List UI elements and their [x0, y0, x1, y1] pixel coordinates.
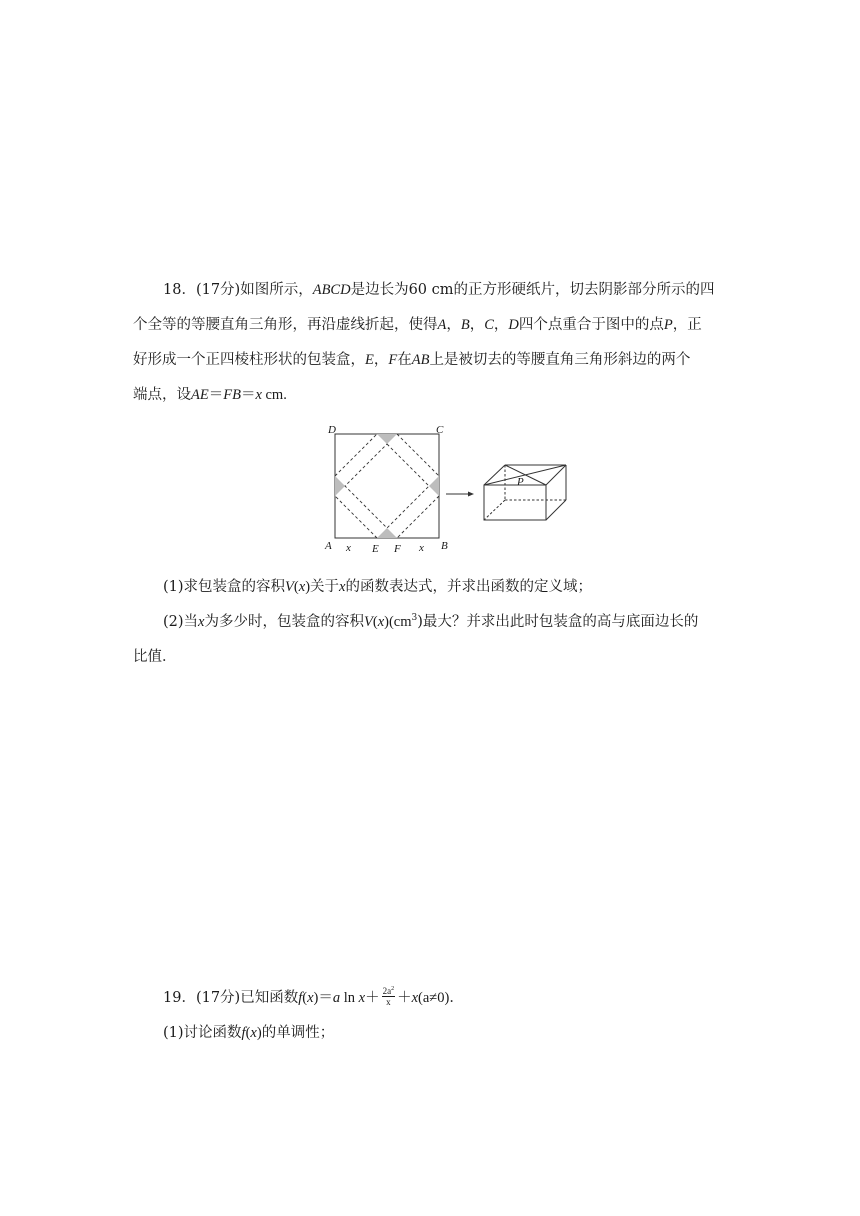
var-abcd: ABCD: [312, 282, 351, 298]
text-fragment: 为多少时，包装盒的容积: [204, 614, 364, 630]
problem-19-line-1: 19．(17分)已知函数f(x)＝a ln x＋ $\frac{2a^2}{x}$ ＋x(a≠0)．: [163, 985, 464, 1007]
ln-operator: ln: [340, 990, 359, 1006]
superscript-3: 3: [411, 613, 418, 623]
var-fb: FB: [223, 387, 241, 403]
shaded-triangle-left: [335, 476, 345, 496]
label-b: B: [441, 540, 448, 552]
var-e: E: [365, 352, 374, 368]
numerator-superscript: 2: [391, 985, 395, 992]
var-x: x: [358, 990, 366, 1006]
numerator-text: 2a: [382, 985, 392, 996]
text-fragment: 个全等的等腰直角三角形，再沿虚线折起，使得: [133, 317, 438, 333]
separator: ，: [493, 317, 509, 333]
label-x-left: x: [346, 542, 351, 554]
shaded-triangle-right: [429, 476, 439, 496]
fraction-denominator: x: [386, 996, 391, 1007]
text-fragment: 的函数表达式，并求出函数的定义域；: [345, 579, 592, 595]
unfolded-square-diagram: [324, 424, 448, 555]
plus-sign: ＋: [365, 990, 380, 1006]
label-f: F: [394, 543, 401, 555]
fraction-numerator: [382, 986, 396, 997]
separator: ，: [373, 352, 389, 368]
label-x-right: x: [419, 542, 424, 554]
text-fragment: 四个点重合于图中的点: [518, 317, 664, 333]
var-x: x: [377, 614, 385, 630]
problem-19-intro: 19．(17分)已知函数: [163, 990, 299, 1006]
problem-18-line-4: [133, 378, 733, 413]
label-p: P: [517, 476, 524, 488]
var-f: f: [298, 990, 303, 1006]
problem-19-statement: [133, 981, 733, 1051]
label-e: E: [372, 543, 379, 555]
plus-sign: ＋: [397, 990, 412, 1006]
var-v: V: [363, 614, 373, 630]
text-fragment: (2)当: [163, 614, 199, 630]
text-fragment: 端点，设: [133, 387, 191, 403]
fraction-2a2-over-x: [382, 986, 396, 1007]
equals-sign: ＝: [318, 990, 333, 1006]
problem-19-part-1: (1)讨论函数f(x)的单调性；: [163, 1025, 335, 1041]
text-fragment: )最大？并求出此时包装盒的高与底面边长的: [417, 614, 699, 630]
text-fragment: 的单调性；: [261, 1025, 335, 1041]
text-fragment: (1)求包装盒的容积: [163, 579, 286, 595]
problem-18-part-1: (1)求包装盒的容积V(x)关于x的函数表达式，并求出函数的定义域；: [163, 579, 592, 595]
var-b: B: [460, 317, 470, 333]
problem-18-part-2-cont: [133, 640, 733, 675]
shaded-triangle-bottom: [377, 528, 397, 538]
problem-18-line-1: [133, 273, 733, 308]
box-diagram: [484, 465, 566, 520]
var-d: D: [508, 317, 519, 333]
problem-18-subquestions: [133, 570, 733, 675]
var-x: x: [339, 579, 346, 595]
problem-18-figure: [315, 418, 575, 560]
label-c: C: [436, 424, 444, 436]
var-f: f: [241, 1025, 246, 1041]
var-x: x: [198, 614, 205, 630]
text-fragment: 好形成一个正四棱柱形状的包装盒，: [133, 352, 365, 368]
text-fragment: 是边长为60 cm的正方形硬纸片，切去阴影部分所示的四: [350, 282, 715, 298]
unit-cm: (cm: [388, 614, 412, 630]
text-fragment: ，正: [672, 317, 702, 333]
problem-18-intro: 18．(17分)如图所示，: [163, 282, 313, 298]
var-v: V: [285, 579, 294, 595]
var-x: x: [255, 387, 262, 403]
var-c: C: [484, 317, 494, 333]
text-fragment: 在: [397, 352, 412, 368]
var-x: x: [250, 1025, 257, 1041]
equals-sign: ＝: [208, 387, 224, 403]
unit-cm: cm.: [261, 387, 287, 403]
problem-18-statement: [133, 273, 733, 413]
separator: ，: [469, 317, 485, 333]
var-ae: AE: [191, 387, 209, 403]
shaded-triangle-top: [377, 434, 397, 444]
var-x: x: [307, 990, 314, 1006]
var-ab: AB: [411, 352, 430, 368]
var-p: P: [663, 317, 673, 333]
label-a: A: [325, 540, 332, 552]
problem-18-line-3: [133, 343, 733, 378]
problem-18-line-2: [133, 308, 733, 343]
equals-sign: ＝: [240, 387, 256, 403]
square-outline: [335, 434, 439, 538]
var-x: x: [298, 579, 306, 595]
separator: ，: [446, 317, 461, 333]
var-f: F: [388, 352, 398, 368]
problem-18-part-2: (2)当x为多少时，包装盒的容积$V(x)(cm^3)$最大？并求出此时包装盒的高与底面边长的: [163, 613, 699, 630]
text-fragment: 关于: [310, 579, 340, 595]
var-a: a: [332, 990, 341, 1006]
text-fragment: 比值．: [133, 649, 177, 665]
arrow-icon: [446, 492, 474, 497]
label-d: D: [328, 424, 336, 436]
var-x: x: [411, 990, 419, 1006]
text-fragment: 上是被切去的等腰直角三角形斜边的两个: [429, 352, 691, 368]
var-a: A: [437, 317, 447, 333]
fold-lines: [335, 434, 439, 538]
condition-a-nonzero: (a≠0)．: [418, 990, 464, 1006]
text-fragment: (1)讨论函数: [163, 1025, 242, 1041]
